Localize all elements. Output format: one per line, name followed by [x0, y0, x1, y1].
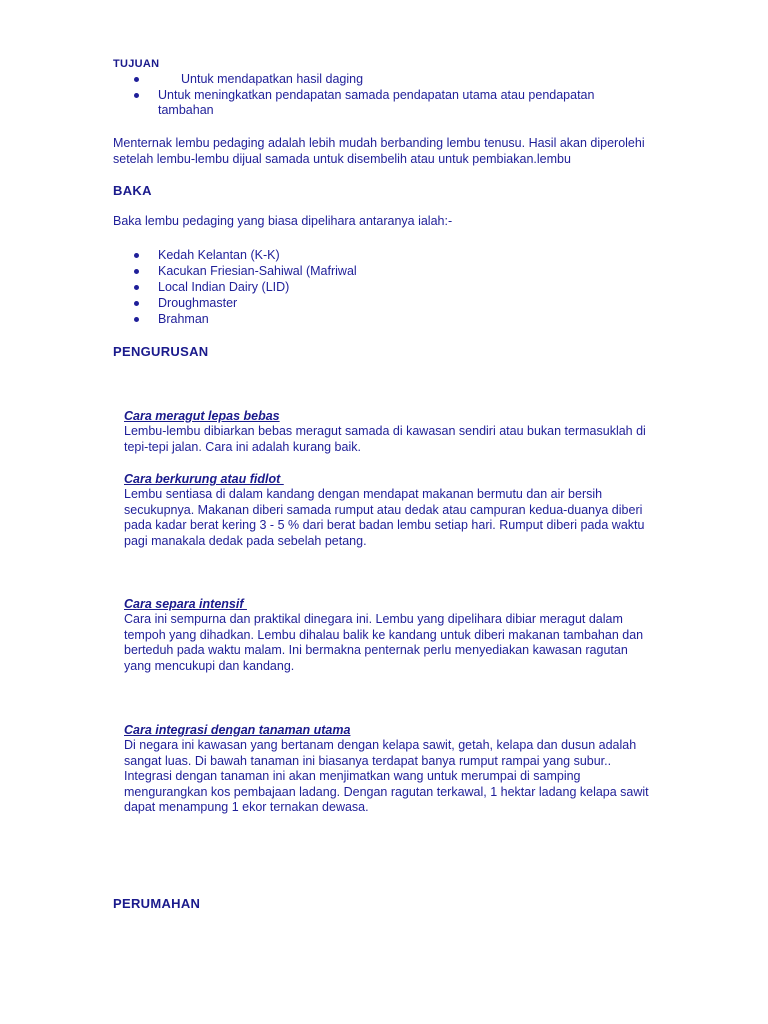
section-meragut-lepas-bebas: [124, 409, 664, 455]
baka-list: [113, 247, 613, 327]
section-body: Cara ini sempurna dan praktikal dinegara ini. Lembu yang dipelihara dibiar meragut dalam tempoh yang dihadkan. Lembu dihalau balik ke kandang untuk diberi makanan tambahan dan berteduh pada waktu malam. Ini bermakna penternak perlu menyediakan kawasan ragutan yang mencukupi dan kandang.: [124, 612, 644, 673]
section-body: Lembu sentiasa di dalam kandang dengan mendapat makanan bermutu dan air bersih secukupnya. Makanan diberi samada rumput atau dedak atau campuran kedua-duanya diberi pada kadar berat kering 3 - 5 % dari berat badan lembu setiap hari. Rumput diberi pada waktu pagi manakala dedak pada sebelah petang.: [124, 487, 645, 548]
list-item: Droughmaster: [113, 295, 613, 311]
list-item: Local Indian Dairy (LID): [113, 279, 613, 295]
section-separa-intensif: [124, 597, 664, 674]
section-berkurung-fidlot: [124, 472, 664, 549]
pengurusan-heading: PENGURUSAN: [113, 344, 209, 359]
section-integrasi-tanaman: [124, 723, 674, 816]
list-item: Untuk mendapatkan hasil daging: [113, 71, 673, 87]
intro-paragraph: Menternak lembu pedaging adalah lebih mudah berbanding lembu tenusu. Hasil akan diperolehi setelah lembu-lembu dijual samada untuk disembelih atau untuk pembiakan.lembu: [113, 136, 645, 166]
perumahan-heading: PERUMAHAN: [113, 896, 201, 911]
list-item: Untuk meningkatkan pendapatan samada pendapatan utama atau pendapatan: [113, 87, 673, 103]
tujuan-list: [113, 71, 673, 118]
list-item: Brahman: [113, 311, 613, 327]
section-title: Cara berkurung atau fidlot: [124, 472, 284, 486]
section-title: Cara meragut lepas bebas: [124, 409, 280, 423]
section-body: Lembu-lembu dibiarkan bebas meragut samada di kawasan sendiri atau bukan termasuklah di tepi-tepi jalan. Cara ini adalah kurang baik.: [124, 424, 646, 454]
section-body: Di negara ini kawasan yang bertanam dengan kelapa sawit, getah, kelapa dan dusun adalah sangat luas. Di bawah tanaman ini biasanya terdapat banya rumput rampai yang subur.. Integrasi dengan tanaman ini akan menjimatkan wang untuk merumpai di samping mengurangkan kos pembajaan ladang. Dengan ragutan terkawal, 1 hektar ladang kelapa sawit dapat menampung 1 ekor ternakan dewasa.: [124, 738, 649, 814]
section-title: Cara integrasi dengan tanaman utama: [124, 723, 351, 737]
tujuan-heading: TUJUAN: [113, 58, 160, 70]
list-item-continuation: tambahan: [158, 103, 214, 117]
list-item: Kedah Kelantan (K-K): [113, 247, 613, 263]
baka-heading: BAKA: [113, 183, 152, 198]
section-title: Cara separa intensif: [124, 597, 247, 611]
baka-intro: Baka lembu pedaging yang biasa dipelihara antaranya ialah:-: [113, 214, 453, 228]
list-item: Kacukan Friesian-Sahiwal (Mafriwal: [113, 263, 613, 279]
